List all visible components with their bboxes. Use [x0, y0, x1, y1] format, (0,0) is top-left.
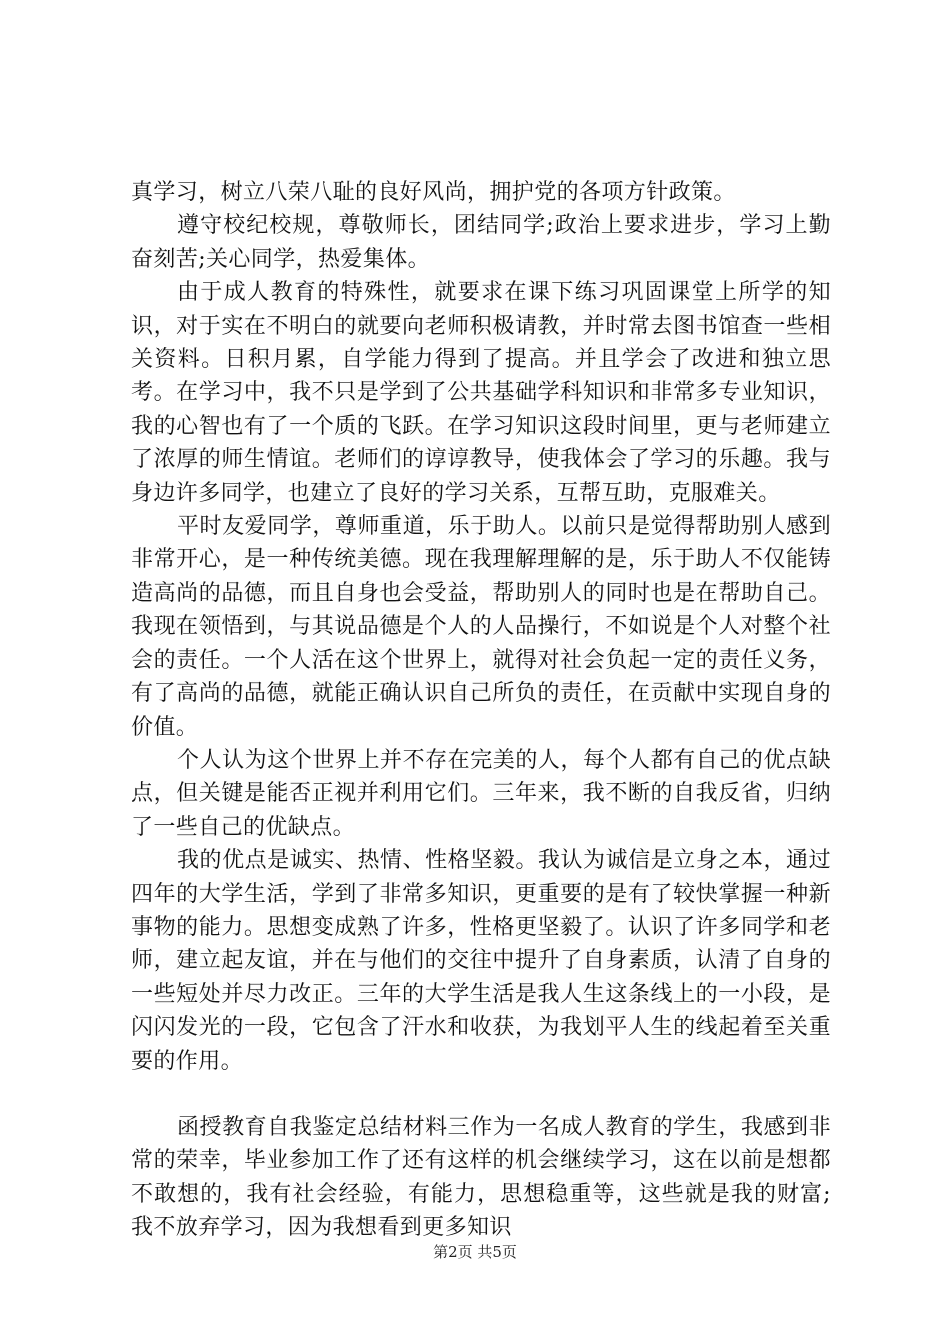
paragraph-character: 平时友爱同学，尊师重道，乐于助人。以前只是觉得帮助别人感到非常开心，是一种传统美德。现在我理解理解的是，乐于助人不仅能铸造高尚的品德，而且自身也会受益，帮助别人的同时也是在帮助自己。我现在领悟到，与其说品德是个人的人品操行，不如说是个人对整个社会的责任。一个人活在这个世界上，就得对社会负起一定的责任义务，有了高尚的品德，就能正确认识自己所负的责任，在贡献中实现自身的价值。	[131, 514, 831, 740]
paragraph-material-three: 函授教育自我鉴定总结材料三作为一名成人教育的学生，我感到非常的荣幸，毕业参加工作了还有这样的机会继续学习，这在以前是想都不敢想的，我有社会经验，有能力，思想稳重等，这些就是我的财富;我不放弃学习，因为我想看到更多知识	[131, 1114, 831, 1241]
paragraph-study: 由于成人教育的特殊性，就要求在课下练习巩固课堂上所学的知识，对于实在不明白的就要向老师积极请教，并时常去图书馆查一些相关资料。日积月累，自学能力得到了提高。并且学会了改进和独立思考。在学习中，我不只是学到了公共基础学科知识和非常多专业知识，我的心智也有了一个质的飞跃。在学习知识这段时间里，更与老师建立了浓厚的师生情谊。老师们的谆谆教导，使我体会了学习的乐趣。我与身边许多同学，也建立了良好的学习关系，互帮互助，克服难关。	[131, 280, 831, 506]
page-number-footer: 第2页 共5页	[433, 1243, 517, 1261]
paragraph-self-reflection: 个人认为这个世界上并不存在完美的人，每个人都有自己的优点缺点，但关键是能否正视并利用它们。三年来，我不断的自我反省，归纳了一些自己的优缺点。	[131, 747, 831, 840]
paragraph-continuation: 真学习，树立八荣八耻的良好风尚，拥护党的各项方针政策。	[131, 180, 736, 205]
document-body	[131, 176, 831, 1245]
paragraph-strengths: 我的优点是诚实、热情、性格坚毅。我认为诚信是立身之本，通过四年的大学生活，学到了非常多知识，更重要的是有了较快掌握一种新事物的能力。思想变成熟了许多，性格更坚毅了。认识了许多同学和老师，建立起友谊，并在与他们的交往中提升了自身素质，认清了自身的一些短处并尽力改正。三年的大学生活是我人生这条线上的一小段，是闪闪发光的一段，它包含了汗水和收获，为我划平人生的线起着至关重要的作用。	[131, 848, 831, 1074]
paragraph-discipline: 遵守校纪校规，尊敬师长，团结同学;政治上要求进步，学习上勤奋刻苦;关心同学，热爱集体。	[131, 213, 831, 272]
